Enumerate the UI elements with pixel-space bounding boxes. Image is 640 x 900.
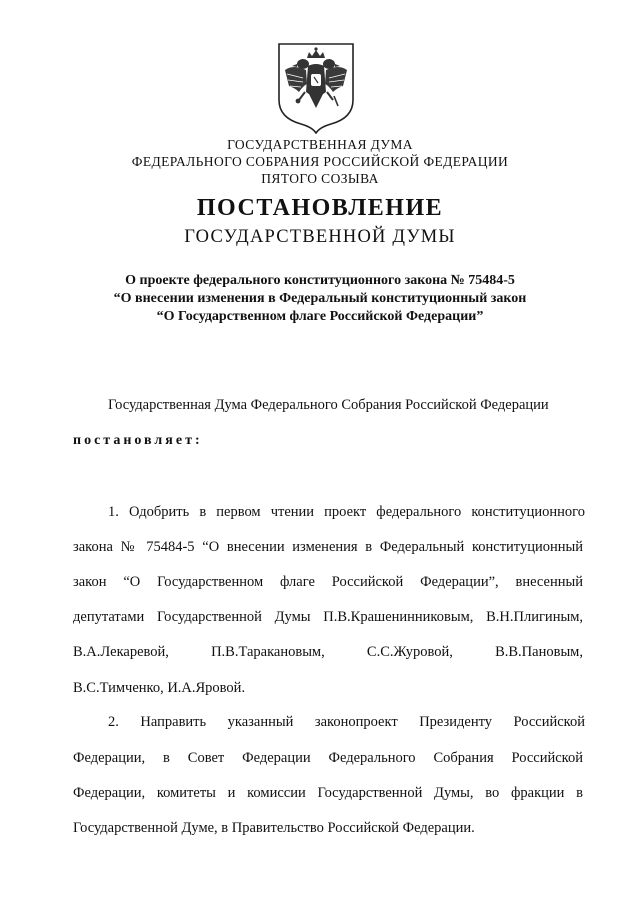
org-name-line: ГОСУДАРСТВЕННАЯ ДУМА (227, 137, 413, 152)
document-subtitle: ГОСУДАРСТВЕННОЙ ДУМЫ (184, 227, 456, 247)
item-2-line: Федерации, комитеты и комиссии Государственной Думы, во фракции в (73, 785, 583, 801)
item-1-line: 1. Одобрить в первом чтении проект федерального конституционного (108, 504, 585, 520)
coat-of-arms-emblem (273, 40, 359, 134)
document-title: ПОСТАНОВЛЕНИЕ (196, 195, 444, 221)
item-1-line: закона № 75484-5 “О внесении изменения в Федеральный конституционный (73, 539, 583, 555)
subject-line: О проекте федерального конституционного закона № 75484-5 (125, 273, 515, 288)
subject-line: “О Государственном флаге Российской Федерации” (156, 309, 484, 324)
item-1-line: закон “О Государственном флаге Российской Федерации”, внесенный (73, 574, 583, 590)
convocation-line: ПЯТОГО СОЗЫВА (261, 171, 379, 186)
item-2-line: 2. Направить указанный законопроект Президенту Российской (108, 714, 585, 730)
item-1-line: В.С.Тимченко, И.А.Яровой. (73, 680, 246, 696)
item-1-line: депутатами Государственной Думы П.В.Крашенинниковым, В.Н.Плигиным, (73, 609, 583, 625)
item-1-line: В.А.Лекаревой, П.В.Таракановым, С.С.Журовой, В.В.Пановым, (73, 644, 583, 660)
org-name-line: ФЕДЕРАЛЬНОГО СОБРАНИЯ РОССИЙСКОЙ ФЕДЕРАЦИИ (131, 154, 509, 169)
item-2-line: Государственной Думе, в Правительство Российской Федерации. (73, 820, 475, 836)
resolves-word: постановляет: (73, 433, 203, 448)
item-2-line: Федерации, в Совет Федерации Федерального Собрания Российской (73, 750, 583, 766)
preamble-text: Государственная Дума Федерального Собрания Российской Федерации (108, 397, 549, 413)
subject-line: “О внесении изменения в Федеральный конституционный закон (113, 291, 527, 306)
